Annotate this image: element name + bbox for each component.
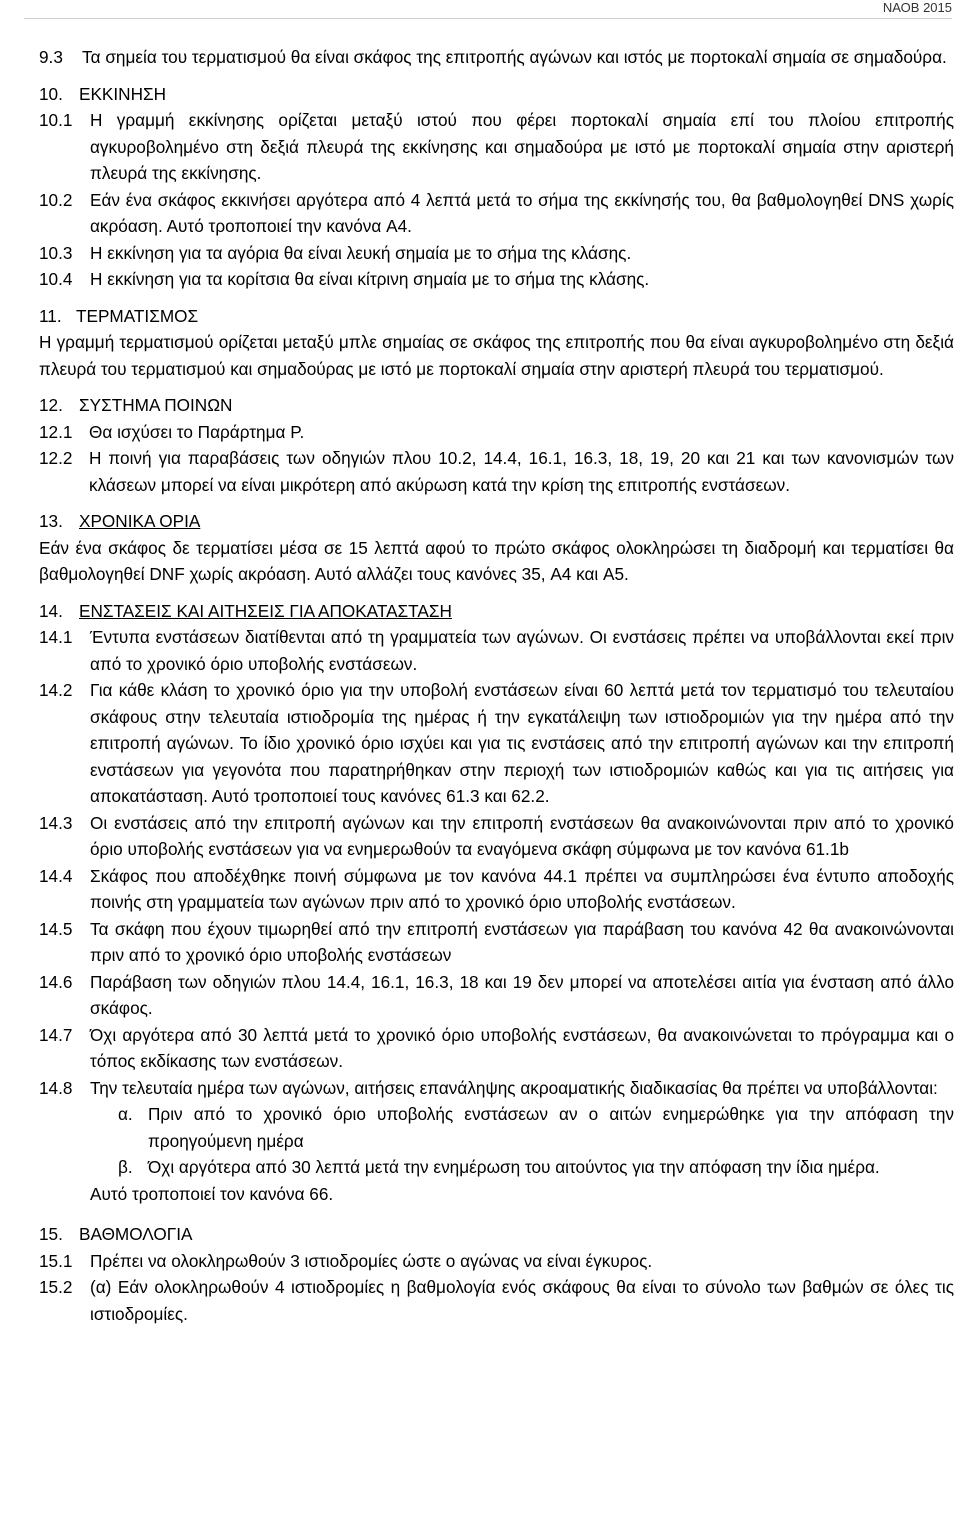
clause-14-8 — [39, 1075, 954, 1102]
section-title: ΕΚΚΙΝΗΣΗ — [79, 83, 167, 104]
section-13-heading — [39, 508, 954, 535]
clause-14-4 — [39, 863, 954, 916]
section-14-heading — [39, 598, 954, 625]
clause-text: Η γραμμή εκκίνησης ορίζεται μεταξύ ιστού που φέρει πορτοκαλί σημαία επί του πλοίου επιτροπής αγκυροβολημένο στη δεξιά πλευρά της εκκίνησης και σημαδούρα με ιστό με πορτοκαλί σημαία στην αριστερή πλευρά της εκκίνησης. — [90, 110, 954, 183]
clause-number: 14.8 — [39, 1077, 73, 1098]
section-number: 11. — [39, 305, 62, 326]
clause-text: (α) Εάν ολοκληρωθούν 4 ιστιοδρομίες η βαθμολογία ενός σκάφους θα είναι το σύνολο των βαθμών σε όλες τις ιστιοδρομίες. — [90, 1277, 954, 1324]
clause-14-8-a — [39, 1101, 954, 1154]
clause-number: 14.7 — [39, 1024, 73, 1045]
document-header-tag: ΝΑΟΒ 2015 — [882, 0, 952, 15]
clause-14-1 — [39, 624, 954, 677]
header-divider — [24, 18, 952, 19]
section-number: 14. — [39, 600, 63, 621]
clause-10-1 — [39, 107, 954, 187]
clause-text: Η ποινή για παραβάσεις των οδηγιών πλου 10.2, 14.4, 16.1, 16.3, 18, 19, 20 και 21 και των κανονισμών των κλάσεων μπορεί να είναι μικρότερη από ακύρωση κατά την κρίση της επιτροπής ενστάσεων. — [89, 448, 954, 495]
clause-text: Έντυπα ενστάσεων διατίθενται από τη γραμματεία των αγώνων. Οι ενστάσεις πρέπει να υποβάλλονται εκεί πριν από το χρονικό όριο υποβολής ενστάσεων. — [90, 627, 954, 674]
clause-number: 14.6 — [39, 971, 73, 992]
section-11-heading — [39, 303, 954, 330]
clause-number: 10.2 — [39, 189, 73, 210]
clause-14-8-note: Αυτό τροποποιεί τον κανόνα 66. — [90, 1183, 334, 1204]
section-12-heading — [39, 392, 954, 419]
clause-text: Τα σημεία του τερματισμού θα είναι σκάφος της επιτροπής αγώνων και ιστός με πορτοκαλί σημαία σε σημαδούρα. — [82, 47, 947, 67]
clause-text: Εάν ένα σκάφος εκκινήσει αργότερα από 4 λεπτά μετά το σήμα της εκκίνησής του, θα βαθμολογηθεί DNS χωρίς ακρόαση. Αυτό τροποποιεί την κανόνα A4. — [90, 189, 954, 236]
sub-clause-text: Όχι αργότερα από 30 λεπτά μετά την ενημέρωση του αιτούντος για την απόφαση την ίδια ημέρα. — [148, 1157, 880, 1177]
section-number: 13. — [39, 511, 63, 531]
clause-number: 14.1 — [39, 627, 73, 647]
clause-text: Οι ενστάσεις από την επιτροπή αγώνων και την επιτροπή ενστάσεων θα ανακοινώνονται πριν από το χρονικό όριο υποβολής ενστάσεων για να ενημερωθούν τα εναγόμενα σκάφη σύμφωνα με τον κανόνα 61.1b — [90, 812, 954, 859]
clause-text: Σκάφος που αποδέχθηκε ποινή σύμφωνα με τον κανόνα 44.1 πρέπει να συμπληρώσει ένα έντυπο αποδοχής ποινής στη γραμματεία των αγώνων πριν από το χρονικό όριο υποβολής ενστάσεων. — [90, 865, 954, 912]
clause-number: 10.4 — [39, 269, 73, 289]
section-title: ΣΥΣΤΗΜΑ ΠΟΙΝΩΝ — [79, 395, 233, 415]
clause-text: Τα σκάφη που έχουν τιμωρηθεί από την επιτροπή ενστάσεων για παράβαση του κανόνα 42 θα ανακοινώνονται πριν από το χρονικό όριο υποβολής ενστάσεων — [90, 918, 954, 965]
sub-clause-text: Πριν από το χρονικό όριο υποβολής ενστάσεων αν ο αιτών ενημερώθηκε για την απόφαση την προηγούμενη ημέρα — [148, 1104, 954, 1151]
clause-10-4 — [39, 266, 954, 293]
clause-9-3 — [39, 44, 954, 71]
section-title: ΤΕΡΜΑΤΙΣΜΟΣ — [76, 305, 199, 326]
clause-number: 15.1 — [39, 1250, 73, 1271]
document-body — [39, 44, 954, 1327]
clause-number: 14.4 — [39, 865, 73, 886]
section-15-heading — [39, 1221, 954, 1248]
clause-12-2 — [39, 445, 954, 498]
clause-number: 10.3 — [39, 242, 73, 263]
section-13-text: Εάν ένα σκάφος δε τερματίσει μέσα σε 15 λεπτά αφού το πρώτο σκάφος ολοκληρώσει τη διαδρομή και τερματίσει θα βαθμολογηθεί DNF χωρίς ακρόαση. Αυτό αλλάζει τους κανόνες 35, A4 και A5. — [39, 537, 954, 584]
sub-clause-letter: β. — [118, 1157, 133, 1177]
clause-14-5 — [39, 916, 954, 969]
clause-text: Η εκκίνηση για τα αγόρια θα είναι λευκή σημαία με το σήμα της κλάσης. — [90, 242, 632, 263]
clause-text: Όχι αργότερα από 30 λεπτά μετά το χρονικό όριο υποβολής ενστάσεων, θα ανακοινώνεται το πρόγραμμα και ο τόπος εκδίκασης των ενστάσεων. — [90, 1024, 954, 1071]
section-title: ΒΑΘΜΟΛΟΓΙΑ — [79, 1224, 193, 1244]
clause-14-3 — [39, 810, 954, 863]
section-title: ΕΝΣΤΑΣΕΙΣ ΚΑΙ ΑΙΤΗΣΕΙΣ ΓΙΑ ΑΠΟΚΑΤΑΣΤΑΣΗ — [79, 600, 452, 621]
clause-10-2 — [39, 187, 954, 240]
clause-number: 12.2 — [39, 448, 73, 468]
sub-clause-letter: α. — [118, 1104, 133, 1124]
clause-number: 15.2 — [39, 1277, 73, 1297]
section-title: ΧΡΟΝΙΚΑ ΟΡΙΑ — [79, 511, 201, 531]
clause-number: 9.3 — [39, 47, 63, 67]
section-11-text: Η γραμμή τερματισμού ορίζεται μεταξύ μπλε σημαίας σε σκάφος της επιτροπής που θα είναι αγκυροβολημένο στη δεξιά πλευρά του τερματισμού και σημαδούρας με ιστό με πορτοκαλί σημαία στην αριστερή πλευρά του τερματισμού. — [39, 332, 954, 379]
section-number: 10. — [39, 83, 63, 104]
clause-14-7 — [39, 1022, 954, 1075]
clause-text: Θα ισχύσει το Παράρτημα Ρ. — [89, 421, 305, 442]
section-number: 15. — [39, 1224, 63, 1244]
clause-14-8-b — [39, 1154, 954, 1181]
clause-number: 14.3 — [39, 812, 73, 833]
clause-text: Πρέπει να ολοκληρωθούν 3 ιστιοδρομίες ώστε ο αγώνας να είναι έγκυρος. — [90, 1250, 653, 1271]
clause-number: 10.1 — [39, 110, 73, 130]
clause-number: 12.1 — [39, 421, 73, 442]
section-number: 12. — [39, 395, 63, 415]
clause-text: Παράβαση των οδηγιών πλου 14.4, 16.1, 16.3, 18 και 19 δεν μπορεί να αποτελέσει αιτία για ένσταση από άλλο σκάφος. — [90, 971, 954, 1018]
clause-15-2 — [39, 1274, 954, 1327]
clause-14-6 — [39, 969, 954, 1022]
clause-number: 14.5 — [39, 918, 73, 939]
clause-text: Η εκκίνηση για τα κορίτσια θα είναι κίτρινη σημαία με το σήμα της κλάσης. — [90, 269, 650, 289]
clause-text: Την τελευταία ημέρα των αγώνων, αιτήσεις επανάληψης ακροαματικής διαδικασίας θα πρέπει να υποβάλλονται: — [90, 1077, 938, 1098]
section-10-heading — [39, 81, 954, 108]
clause-10-3 — [39, 240, 954, 267]
clause-text: Για κάθε κλάση το χρονικό όριο για την υποβολή ενστάσεων είναι 60 λεπτά μετά τον τερματισμό του τελευταίου σκάφους στην τελευταία ιστιοδρομία της ημέρας ή την εγκατάλειψη των ιστιοδρομιών για την ημέρα από την επιτροπή αγώνων. Το ίδιο χρονικό όριο ισχύει και για τις ενστάσεις από την επιτροπή αγώνων και την επιτροπή ενστάσεων για γεγονότα που παρατηρήθηκαν στην περιοχή των ιστιοδρομιών καθώς και για τις αιτήσεις για αποκατάσταση. Αυτό τροποποιεί τους κανόνες 61.3 και 62.2. — [90, 680, 954, 806]
clause-15-1 — [39, 1248, 954, 1275]
clause-14-2 — [39, 677, 954, 810]
clause-12-1 — [39, 419, 954, 446]
clause-number: 14.2 — [39, 680, 73, 700]
